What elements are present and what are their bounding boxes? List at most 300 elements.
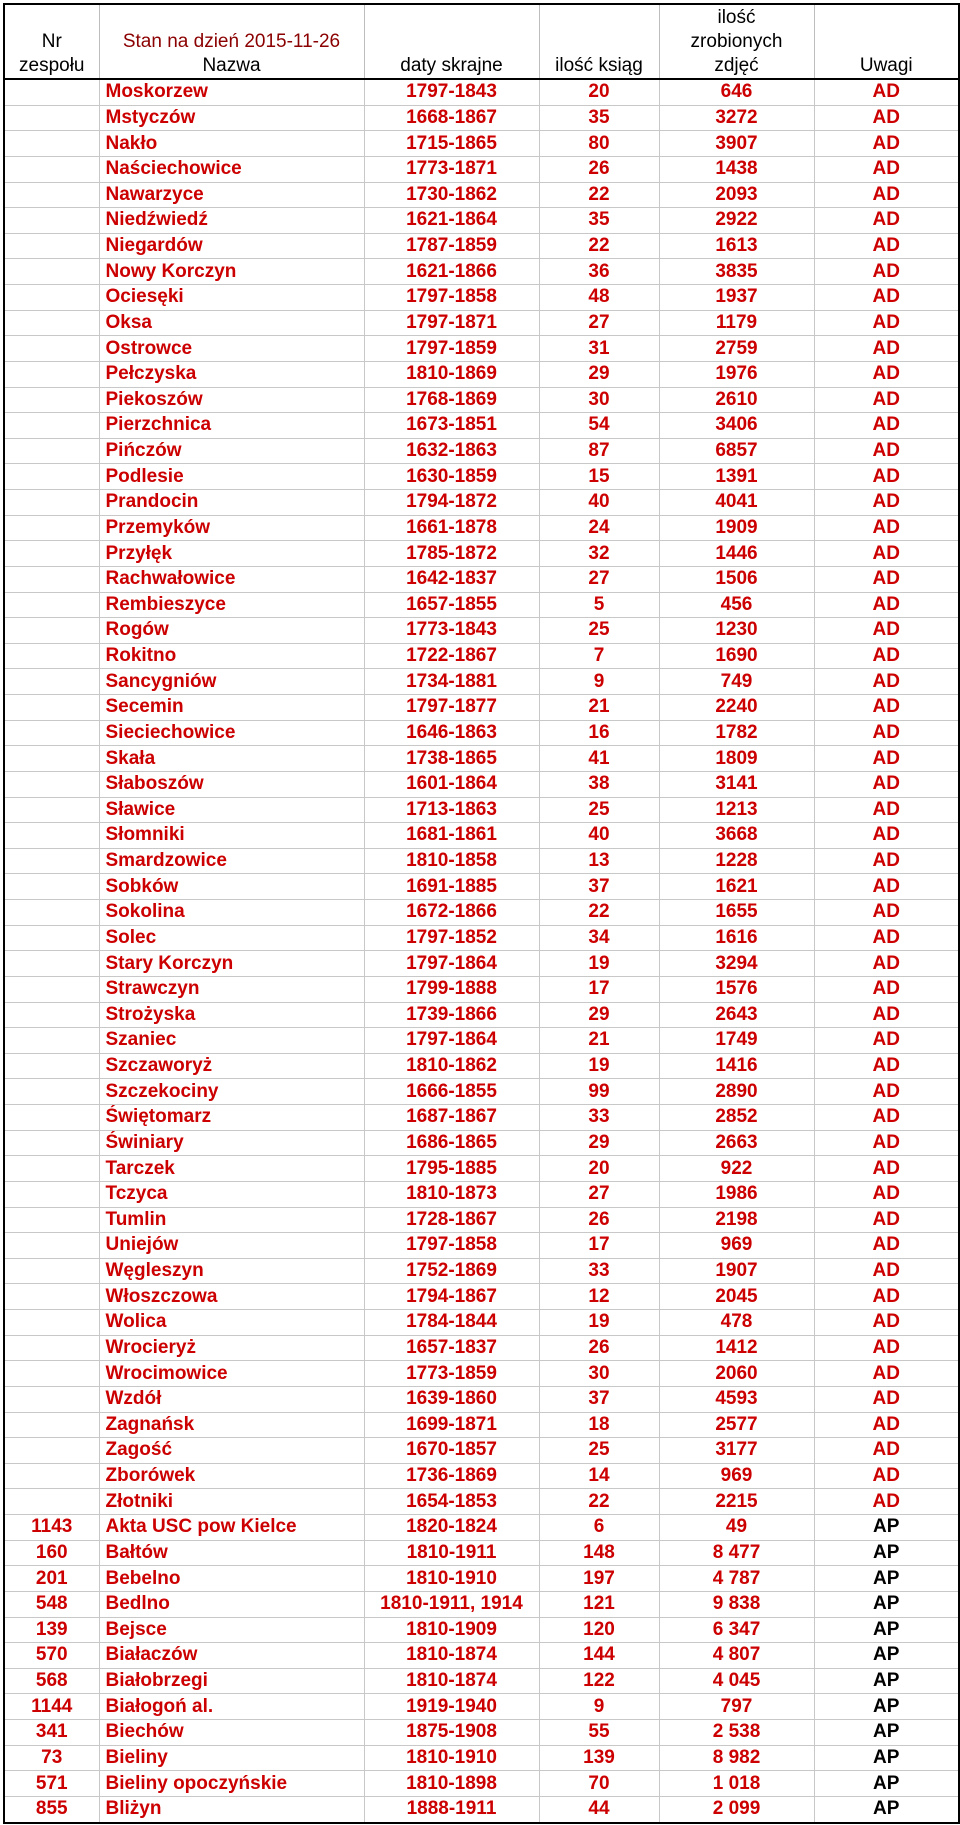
cell-photos: 749 — [659, 669, 814, 695]
cell-name: Pierzchnica — [99, 413, 364, 439]
cell-dates: 1810-1911, 1914 — [364, 1591, 539, 1617]
cell-dates: 1621-1864 — [364, 208, 539, 234]
cell-dates: 1810-1873 — [364, 1181, 539, 1207]
cell-dates: 1810-1910 — [364, 1566, 539, 1592]
cell-nr — [4, 720, 99, 746]
header-photos-line3: zdjęć — [714, 55, 759, 76]
table-row — [4, 285, 959, 311]
cell-photos: 3835 — [659, 259, 814, 285]
cell-nr — [4, 1412, 99, 1438]
cell-name: Naściechowice — [99, 156, 364, 182]
cell-photos: 1613 — [659, 233, 814, 259]
cell-note: AD — [814, 105, 959, 131]
table-row — [4, 1720, 959, 1746]
cell-dates: 1797-1859 — [364, 336, 539, 362]
cell-books: 33 — [539, 1105, 659, 1131]
cell-dates: 1773-1859 — [364, 1361, 539, 1387]
cell-nr — [4, 79, 99, 105]
cell-nr — [4, 566, 99, 592]
cell-books: 34 — [539, 925, 659, 951]
cell-note: AD — [814, 1002, 959, 1028]
cell-photos: 1213 — [659, 797, 814, 823]
cell-photos: 3141 — [659, 771, 814, 797]
cell-note: AP — [814, 1540, 959, 1566]
table-row — [4, 976, 959, 1002]
cell-photos: 3272 — [659, 105, 814, 131]
table-row — [4, 1233, 959, 1259]
cell-books: 122 — [539, 1668, 659, 1694]
cell-dates: 1797-1864 — [364, 951, 539, 977]
cell-dates: 1768-1869 — [364, 387, 539, 413]
cell-nr — [4, 361, 99, 387]
cell-books: 139 — [539, 1745, 659, 1771]
cell-note: AD — [814, 310, 959, 336]
cell-books: 24 — [539, 515, 659, 541]
table-row — [4, 413, 959, 439]
table-row — [4, 208, 959, 234]
cell-nr: 855 — [4, 1796, 99, 1822]
cell-note: AD — [814, 438, 959, 464]
cell-dates: 1657-1855 — [364, 592, 539, 618]
cell-nr — [4, 1438, 99, 1464]
cell-photos: 1690 — [659, 643, 814, 669]
cell-photos: 2198 — [659, 1207, 814, 1233]
table-row — [4, 1002, 959, 1028]
table-row — [4, 1745, 959, 1771]
cell-note: AD — [814, 1310, 959, 1336]
cell-photos: 1809 — [659, 746, 814, 772]
cell-name: Świniary — [99, 1130, 364, 1156]
cell-books: 26 — [539, 1207, 659, 1233]
cell-photos: 1937 — [659, 285, 814, 311]
cell-name: Stary Korczyn — [99, 951, 364, 977]
cell-books: 21 — [539, 1028, 659, 1054]
cell-dates: 1919-1940 — [364, 1694, 539, 1720]
cell-nr — [4, 515, 99, 541]
table-row — [4, 643, 959, 669]
cell-books: 27 — [539, 1181, 659, 1207]
cell-note: AD — [814, 1053, 959, 1079]
cell-dates: 1657-1837 — [364, 1335, 539, 1361]
table-row — [4, 1771, 959, 1797]
cell-note: AD — [814, 951, 959, 977]
cell-photos: 4 045 — [659, 1668, 814, 1694]
cell-books: 55 — [539, 1720, 659, 1746]
cell-note: AP — [814, 1796, 959, 1822]
cell-photos: 1909 — [659, 515, 814, 541]
cell-photos: 1412 — [659, 1335, 814, 1361]
cell-nr — [4, 233, 99, 259]
header-books-label: ilość ksiąg — [555, 55, 643, 76]
cell-name: Bliżyn — [99, 1796, 364, 1822]
cell-note: AD — [814, 592, 959, 618]
cell-nr — [4, 285, 99, 311]
cell-books: 30 — [539, 387, 659, 413]
cell-dates: 1810-1862 — [364, 1053, 539, 1079]
cell-photos: 8 477 — [659, 1540, 814, 1566]
cell-nr: 570 — [4, 1643, 99, 1669]
cell-dates: 1668-1867 — [364, 105, 539, 131]
cell-dates: 1673-1851 — [364, 413, 539, 439]
cell-name: Mstyczów — [99, 105, 364, 131]
cell-books: 26 — [539, 156, 659, 182]
cell-books: 99 — [539, 1079, 659, 1105]
cell-note: AD — [814, 1028, 959, 1054]
cell-note: AD — [814, 387, 959, 413]
cell-note: AD — [814, 976, 959, 1002]
cell-nr — [4, 1181, 99, 1207]
cell-dates: 1654-1853 — [364, 1489, 539, 1515]
cell-nr — [4, 1156, 99, 1182]
cell-nr — [4, 823, 99, 849]
cell-dates: 1810-1874 — [364, 1668, 539, 1694]
cell-dates: 1875-1908 — [364, 1720, 539, 1746]
cell-note: AD — [814, 848, 959, 874]
table-row — [4, 695, 959, 721]
cell-note: AD — [814, 1156, 959, 1182]
cell-dates: 1686-1865 — [364, 1130, 539, 1156]
cell-nr — [4, 951, 99, 977]
cell-books: 120 — [539, 1617, 659, 1643]
cell-name: Ostrowce — [99, 336, 364, 362]
cell-name: Zagnańsk — [99, 1412, 364, 1438]
cell-name: Niegardów — [99, 233, 364, 259]
cell-dates: 1810-1909 — [364, 1617, 539, 1643]
cell-books: 121 — [539, 1591, 659, 1617]
cell-books: 80 — [539, 131, 659, 157]
cell-name: Bebelno — [99, 1566, 364, 1592]
cell-note: AD — [814, 823, 959, 849]
table-row — [4, 592, 959, 618]
cell-photos: 1616 — [659, 925, 814, 951]
cell-nr — [4, 413, 99, 439]
cell-dates: 1820-1824 — [364, 1515, 539, 1541]
cell-nr — [4, 387, 99, 413]
cell-photos: 969 — [659, 1463, 814, 1489]
cell-nr — [4, 900, 99, 926]
cell-name: Włoszczowa — [99, 1284, 364, 1310]
cell-name: Niedźwiedź — [99, 208, 364, 234]
cell-name: Sobków — [99, 874, 364, 900]
archive-table — [3, 3, 960, 1824]
cell-name: Słaboszów — [99, 771, 364, 797]
cell-books: 40 — [539, 490, 659, 516]
cell-name: Pińczów — [99, 438, 364, 464]
cell-photos: 8 982 — [659, 1745, 814, 1771]
cell-name: Prandocin — [99, 490, 364, 516]
cell-note: AD — [814, 695, 959, 721]
cell-photos: 4593 — [659, 1386, 814, 1412]
cell-nr — [4, 848, 99, 874]
cell-photos: 2663 — [659, 1130, 814, 1156]
cell-books: 7 — [539, 643, 659, 669]
table-row — [4, 464, 959, 490]
cell-nr — [4, 1258, 99, 1284]
cell-photos: 3294 — [659, 951, 814, 977]
cell-name: Smardzowice — [99, 848, 364, 874]
cell-photos: 3668 — [659, 823, 814, 849]
cell-dates: 1691-1885 — [364, 874, 539, 900]
cell-name: Rachwałowice — [99, 566, 364, 592]
cell-note: AD — [814, 746, 959, 772]
cell-books: 70 — [539, 1771, 659, 1797]
cell-name: Moskorzew — [99, 79, 364, 105]
cell-nr — [4, 643, 99, 669]
cell-photos: 2643 — [659, 1002, 814, 1028]
cell-note: AP — [814, 1720, 959, 1746]
header-nr-line2: zespołu — [19, 55, 85, 76]
cell-name: Szaniec — [99, 1028, 364, 1054]
cell-books: 25 — [539, 1438, 659, 1464]
cell-name: Nawarzyce — [99, 182, 364, 208]
cell-photos: 2610 — [659, 387, 814, 413]
cell-nr — [4, 438, 99, 464]
cell-dates: 1797-1858 — [364, 285, 539, 311]
cell-name: Tumlin — [99, 1207, 364, 1233]
cell-dates: 1810-1911 — [364, 1540, 539, 1566]
cell-name: Piekoszów — [99, 387, 364, 413]
cell-note: AD — [814, 79, 959, 105]
cell-name: Uniejów — [99, 1233, 364, 1259]
table-row — [4, 1438, 959, 1464]
cell-name: Tarczek — [99, 1156, 364, 1182]
cell-dates: 1739-1866 — [364, 1002, 539, 1028]
cell-dates: 1738-1865 — [364, 746, 539, 772]
cell-name: Sławice — [99, 797, 364, 823]
cell-nr: 1144 — [4, 1694, 99, 1720]
cell-books: 22 — [539, 1489, 659, 1515]
cell-photos: 2 538 — [659, 1720, 814, 1746]
table-row — [4, 1386, 959, 1412]
cell-note: AD — [814, 1181, 959, 1207]
cell-photos: 9 838 — [659, 1591, 814, 1617]
cell-photos: 2240 — [659, 695, 814, 721]
cell-photos: 969 — [659, 1233, 814, 1259]
cell-books: 38 — [539, 771, 659, 797]
table-row — [4, 1489, 959, 1515]
cell-dates: 1661-1878 — [364, 515, 539, 541]
cell-note: AD — [814, 1258, 959, 1284]
cell-nr: 201 — [4, 1566, 99, 1592]
cell-dates: 1699-1871 — [364, 1412, 539, 1438]
cell-photos: 456 — [659, 592, 814, 618]
cell-name: Wzdół — [99, 1386, 364, 1412]
cell-photos: 4041 — [659, 490, 814, 516]
cell-dates: 1601-1864 — [364, 771, 539, 797]
cell-dates: 1666-1855 — [364, 1079, 539, 1105]
cell-books: 19 — [539, 1053, 659, 1079]
cell-note: AD — [814, 233, 959, 259]
header-dates — [364, 4, 539, 79]
table-row — [4, 515, 959, 541]
cell-name: Tczyca — [99, 1181, 364, 1207]
cell-nr: 73 — [4, 1745, 99, 1771]
cell-note: AD — [814, 1335, 959, 1361]
cell-books: 20 — [539, 79, 659, 105]
cell-books: 35 — [539, 105, 659, 131]
table-row — [4, 771, 959, 797]
cell-note: AD — [814, 1105, 959, 1131]
header-row — [4, 4, 959, 79]
cell-nr — [4, 1053, 99, 1079]
table-row — [4, 1181, 959, 1207]
cell-note: AP — [814, 1745, 959, 1771]
cell-photos: 1179 — [659, 310, 814, 336]
cell-dates: 1810-1874 — [364, 1643, 539, 1669]
cell-photos: 646 — [659, 79, 814, 105]
cell-nr — [4, 797, 99, 823]
cell-name: Skała — [99, 746, 364, 772]
cell-name: Słomniki — [99, 823, 364, 849]
table-row — [4, 1694, 959, 1720]
cell-name: Szczekociny — [99, 1079, 364, 1105]
cell-nr — [4, 208, 99, 234]
cell-note: AP — [814, 1668, 959, 1694]
header-books — [539, 4, 659, 79]
cell-dates: 1797-1864 — [364, 1028, 539, 1054]
cell-nr — [4, 1079, 99, 1105]
cell-books: 22 — [539, 233, 659, 259]
cell-name: Secemin — [99, 695, 364, 721]
cell-dates: 1773-1843 — [364, 618, 539, 644]
table-row — [4, 1540, 959, 1566]
cell-nr — [4, 131, 99, 157]
table-row — [4, 131, 959, 157]
cell-nr — [4, 592, 99, 618]
cell-photos: 6 347 — [659, 1617, 814, 1643]
table-row — [4, 1617, 959, 1643]
table-row — [4, 1284, 959, 1310]
cell-dates: 1888-1911 — [364, 1796, 539, 1822]
table-row — [4, 156, 959, 182]
table-row — [4, 1079, 959, 1105]
cell-note: AD — [814, 1361, 959, 1387]
table-row — [4, 182, 959, 208]
cell-dates: 1730-1862 — [364, 182, 539, 208]
header-dates-label: daty skrajne — [400, 55, 503, 76]
cell-note: AD — [814, 1207, 959, 1233]
cell-books: 29 — [539, 1130, 659, 1156]
cell-photos: 1749 — [659, 1028, 814, 1054]
cell-dates: 1795-1885 — [364, 1156, 539, 1182]
cell-name: Bedlno — [99, 1591, 364, 1617]
cell-dates: 1734-1881 — [364, 669, 539, 695]
cell-books: 44 — [539, 1796, 659, 1822]
cell-note: AD — [814, 131, 959, 157]
table-row — [4, 1515, 959, 1541]
cell-name: Sieciechowice — [99, 720, 364, 746]
cell-photos: 1 018 — [659, 1771, 814, 1797]
cell-dates: 1799-1888 — [364, 976, 539, 1002]
cell-photos: 3406 — [659, 413, 814, 439]
cell-name: Bejsce — [99, 1617, 364, 1643]
cell-books: 37 — [539, 874, 659, 900]
cell-name: Sancygniów — [99, 669, 364, 695]
cell-dates: 1797-1843 — [364, 79, 539, 105]
cell-photos: 4 787 — [659, 1566, 814, 1592]
cell-name: Wrocimowice — [99, 1361, 364, 1387]
cell-note: AP — [814, 1643, 959, 1669]
cell-nr — [4, 1130, 99, 1156]
table-row — [4, 1361, 959, 1387]
cell-name: Rembieszyce — [99, 592, 364, 618]
cell-photos: 2852 — [659, 1105, 814, 1131]
cell-note: AD — [814, 413, 959, 439]
cell-dates: 1646-1863 — [364, 720, 539, 746]
table-row — [4, 823, 959, 849]
cell-photos: 2215 — [659, 1489, 814, 1515]
cell-note: AD — [814, 1130, 959, 1156]
cell-photos: 2890 — [659, 1079, 814, 1105]
cell-nr — [4, 1361, 99, 1387]
cell-name: Nakło — [99, 131, 364, 157]
cell-note: AD — [814, 669, 959, 695]
cell-dates: 1642-1837 — [364, 566, 539, 592]
cell-books: 19 — [539, 1310, 659, 1336]
cell-note: AD — [814, 156, 959, 182]
cell-note: AD — [814, 1412, 959, 1438]
cell-name: Wolica — [99, 1310, 364, 1336]
cell-note: AP — [814, 1617, 959, 1643]
table-row — [4, 848, 959, 874]
header-name — [99, 4, 364, 79]
cell-photos: 1986 — [659, 1181, 814, 1207]
cell-note: AD — [814, 618, 959, 644]
cell-note: AD — [814, 1233, 959, 1259]
cell-books: 148 — [539, 1540, 659, 1566]
cell-books: 48 — [539, 285, 659, 311]
table-row — [4, 105, 959, 131]
cell-nr — [4, 1028, 99, 1054]
cell-books: 6 — [539, 1515, 659, 1541]
table-row — [4, 541, 959, 567]
cell-note: AP — [814, 1694, 959, 1720]
cell-name: Podlesie — [99, 464, 364, 490]
cell-books: 37 — [539, 1386, 659, 1412]
cell-dates: 1639-1860 — [364, 1386, 539, 1412]
cell-nr — [4, 746, 99, 772]
cell-photos: 2093 — [659, 182, 814, 208]
cell-dates: 1810-1858 — [364, 848, 539, 874]
header-photos-line1: ilość — [717, 7, 756, 28]
cell-note: AD — [814, 285, 959, 311]
cell-note: AP — [814, 1515, 959, 1541]
cell-dates: 1797-1858 — [364, 1233, 539, 1259]
cell-nr: 139 — [4, 1617, 99, 1643]
cell-nr — [4, 259, 99, 285]
cell-books: 25 — [539, 618, 659, 644]
cell-nr — [4, 336, 99, 362]
table-row — [4, 1335, 959, 1361]
cell-photos: 1576 — [659, 976, 814, 1002]
table-row — [4, 746, 959, 772]
cell-books: 54 — [539, 413, 659, 439]
cell-photos: 1907 — [659, 1258, 814, 1284]
cell-name: Świętomarz — [99, 1105, 364, 1131]
cell-photos: 1228 — [659, 848, 814, 874]
cell-books: 9 — [539, 1694, 659, 1720]
cell-note: AD — [814, 208, 959, 234]
cell-nr — [4, 490, 99, 516]
cell-name: Rogów — [99, 618, 364, 644]
cell-books: 26 — [539, 1335, 659, 1361]
table-row — [4, 669, 959, 695]
cell-books: 41 — [539, 746, 659, 772]
cell-nr — [4, 1105, 99, 1131]
cell-books: 36 — [539, 259, 659, 285]
cell-nr: 571 — [4, 1771, 99, 1797]
cell-books: 19 — [539, 951, 659, 977]
